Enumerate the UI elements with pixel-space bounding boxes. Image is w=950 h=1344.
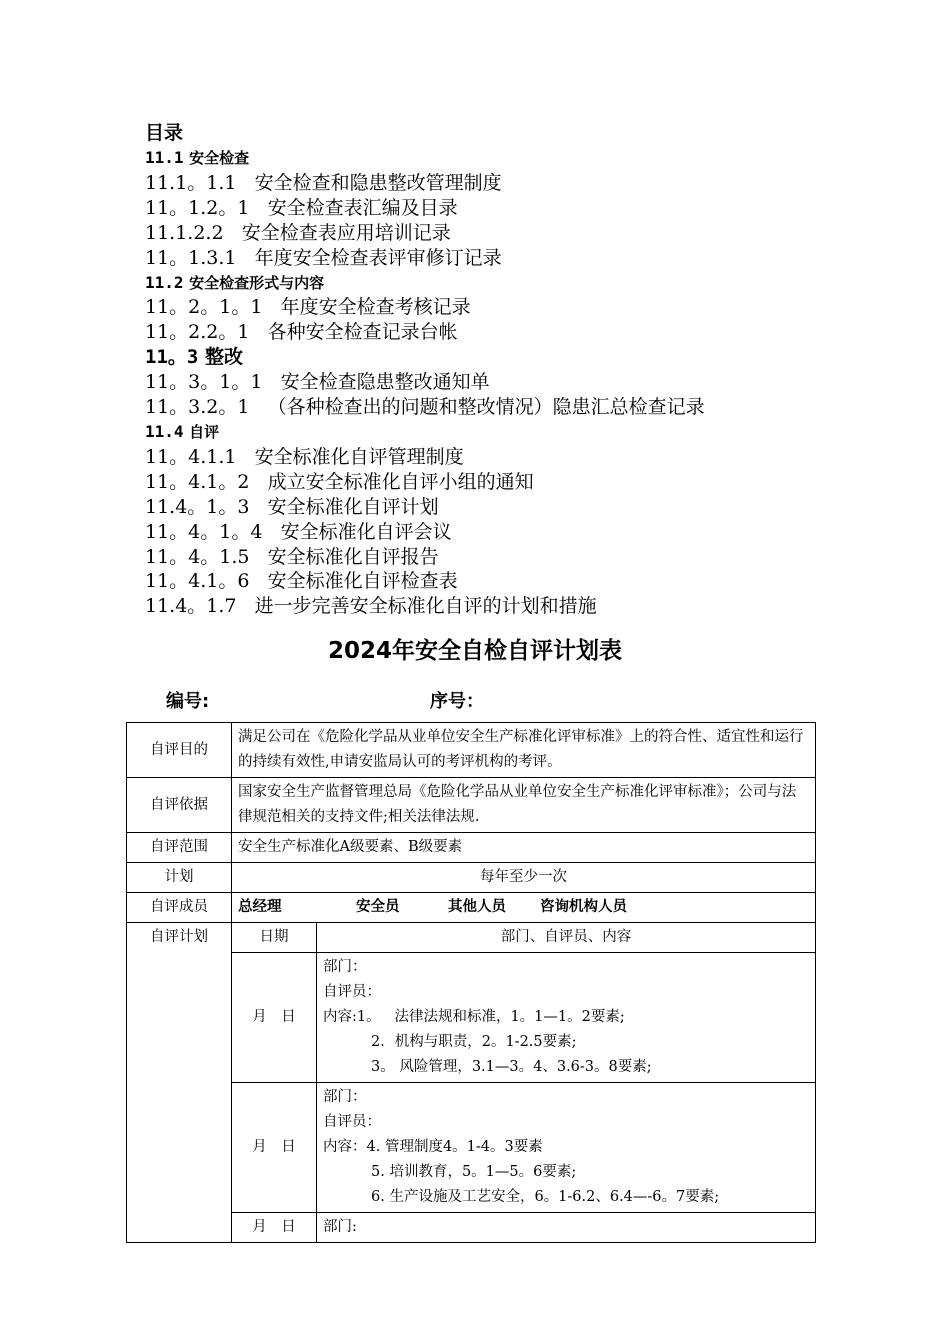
row2-content-label: 内容：4. bbox=[323, 1139, 381, 1155]
row2-dept: 部门： bbox=[323, 1089, 367, 1105]
toc-line bbox=[145, 470, 865, 495]
plan-title: 2024年安全自检自评计划表 bbox=[327, 638, 622, 664]
toc-line-text: 年度安全检查表评审修订记录 bbox=[254, 246, 502, 269]
toc-line-text: 年度安全检查考核记录 bbox=[280, 296, 471, 319]
toc-line-text: 安全标准化自评计划 bbox=[267, 495, 439, 518]
toc-line-number: 11。2。1。1 bbox=[145, 296, 263, 319]
purpose-row bbox=[127, 723, 816, 778]
schedule-value: 每年至少一次 bbox=[232, 863, 816, 893]
row1-detail bbox=[317, 953, 816, 1083]
toc-line-text: 安全标准化自评管理制度 bbox=[254, 445, 464, 468]
toc-line-text: 安全标准化自评报告 bbox=[267, 545, 439, 568]
toc-line bbox=[145, 146, 865, 171]
scope-value: 安全生产标准化A级要素、B级要素 bbox=[232, 833, 816, 863]
toc-line-text: 自评 bbox=[189, 422, 220, 441]
toc-line-number: 11.1.2.2 bbox=[145, 221, 224, 244]
toc-line-number: 11.2 bbox=[145, 272, 184, 292]
toc-line-number: 11。1.3.1 bbox=[145, 246, 237, 269]
toc-line bbox=[145, 445, 865, 470]
schedule-label: 计划 bbox=[127, 863, 232, 893]
row1-content bbox=[323, 1005, 809, 1030]
basis-row bbox=[127, 778, 816, 833]
row2-content bbox=[323, 1135, 809, 1160]
toc-line-number: 11。2.2。1 bbox=[145, 321, 250, 344]
toc-line-text: 进一步完善安全标准化自评的计划和措施 bbox=[254, 595, 597, 618]
toc-line-text: 整改 bbox=[204, 346, 243, 369]
row2-item-3: 6. 生产设施及工艺安全，6。1-6.2、6.4—-6。7要素; bbox=[371, 1189, 720, 1205]
row2-item-1: 管理制度4。1-4。3要素 bbox=[384, 1139, 543, 1155]
serial-label: 编号: bbox=[166, 691, 210, 712]
row1-content-label: 内容:1。 bbox=[323, 1009, 381, 1025]
row1-dept: 部门： bbox=[323, 959, 367, 975]
toc-line-number: 11.1。1.1 bbox=[145, 171, 237, 194]
row2-assessor: 自评员： bbox=[323, 1114, 381, 1130]
toc-line-number: 11.4 bbox=[145, 421, 184, 441]
row1-item-3: 3。 风险管理，3.1—3。4、3.6-3。8要素; bbox=[371, 1059, 652, 1075]
members-row bbox=[127, 893, 816, 923]
toc-line-text: 安全检查隐患整改通知单 bbox=[280, 371, 490, 394]
toc-line-number: 11.4。1.7 bbox=[145, 595, 237, 618]
toc-line-text: 安全标准化自评检查表 bbox=[267, 570, 458, 593]
schedule-row bbox=[127, 863, 816, 893]
toc-line bbox=[145, 271, 865, 296]
row2-detail bbox=[317, 1083, 816, 1213]
plan-table bbox=[126, 722, 816, 1243]
row3-detail bbox=[317, 1213, 816, 1243]
plan-label: 自评计划 bbox=[127, 923, 232, 1243]
row2-item-2: 5. 培训教育，5。1—5。6要素; bbox=[371, 1164, 577, 1180]
toc-line-text: 安全标准化自评会议 bbox=[280, 520, 452, 543]
toc-title: 目录 bbox=[145, 122, 184, 144]
basis-value: 国家安全生产监督管理总局《危险化学品从业单位安全生产标准化评审标准》；公司与法律规范相关的支持文件;相关法律法规. bbox=[232, 778, 816, 833]
toc-line bbox=[145, 295, 865, 320]
row3-date: 月 日 bbox=[232, 1213, 317, 1243]
toc-line-number: 11.1 bbox=[145, 148, 184, 167]
toc-line-number: 11。4。1。4 bbox=[145, 520, 263, 543]
toc-line-number: 11。4.1。2 bbox=[145, 470, 250, 493]
toc-line-text: 安全检查和隐患整改管理制度 bbox=[254, 171, 502, 194]
plan-header-row bbox=[127, 923, 816, 953]
toc-line-text: 安全检查 bbox=[189, 149, 250, 167]
toc-line-text: 安全检查表应用培训记录 bbox=[241, 221, 451, 244]
toc-line-number: 11。4。1.5 bbox=[145, 545, 250, 568]
member-gm: 总经理 bbox=[238, 899, 282, 915]
row3-dept: 部门: bbox=[323, 1219, 357, 1235]
toc-line bbox=[145, 370, 865, 395]
toc-line-number: 11。4.1.1 bbox=[145, 445, 237, 468]
member-safety: 安全员 bbox=[356, 899, 400, 915]
order-label: 序号： bbox=[430, 691, 484, 712]
purpose-value: 满足公司在《危险化学品从业单位安全生产标准化评审标准》上的符合性、适宜性和运行的持续有效性,申请安监局认可的考评机构的考评。 bbox=[232, 723, 816, 778]
toc-line bbox=[145, 520, 865, 545]
scope-label: 自评范围 bbox=[127, 833, 232, 863]
date-header: 日期 bbox=[232, 923, 317, 953]
basis-label: 自评依据 bbox=[127, 778, 232, 833]
toc-line bbox=[145, 196, 865, 221]
toc-line-text: 成立安全标准化自评小组的通知 bbox=[267, 470, 534, 493]
toc-line-number: 11。4.1。6 bbox=[145, 570, 250, 593]
toc-lines bbox=[145, 146, 865, 619]
toc-line bbox=[145, 320, 865, 345]
member-consultant: 咨询机构人员 bbox=[540, 899, 627, 915]
toc-line bbox=[145, 246, 865, 271]
toc-line-number: 11.4。1。3 bbox=[145, 495, 250, 518]
toc-line bbox=[145, 395, 865, 420]
purpose-label: 自评目的 bbox=[127, 723, 232, 778]
toc-line-text: （各种检查出的问题和整改情况）隐患汇总检查记录 bbox=[267, 396, 705, 419]
toc-line-number: 11。3。1。1 bbox=[145, 371, 263, 394]
toc-line bbox=[145, 495, 865, 520]
member-other: 其他人员 bbox=[448, 899, 506, 915]
table-of-contents bbox=[145, 120, 865, 619]
detail-header: 部门、自评员、内容 bbox=[317, 923, 816, 953]
scope-row bbox=[127, 833, 816, 863]
toc-line bbox=[145, 345, 865, 370]
members-values bbox=[232, 893, 816, 923]
toc-line bbox=[145, 594, 865, 619]
row1-item-1: 法律法规和标准，1。1—1。2要素; bbox=[394, 1009, 625, 1025]
toc-line-text: 安全检查表汇编及目录 bbox=[267, 196, 458, 219]
toc-line-number: 11。3 bbox=[145, 346, 199, 369]
toc-line-number: 11。1.2。1 bbox=[145, 196, 250, 219]
row1-date: 月 日 bbox=[232, 953, 317, 1083]
toc-line bbox=[145, 569, 865, 594]
toc-line-text: 安全检查形式与内容 bbox=[189, 273, 325, 292]
toc-line bbox=[145, 420, 865, 445]
toc-line-text: 各种安全检查记录台帐 bbox=[267, 321, 458, 344]
toc-line-number: 11。3.2。1 bbox=[145, 396, 250, 419]
row1-item-2: 2．机构与职责，2。1-2.5要素; bbox=[371, 1034, 577, 1050]
members-label: 自评成员 bbox=[127, 893, 232, 923]
toc-line bbox=[145, 221, 865, 246]
toc-line bbox=[145, 545, 865, 570]
toc-line bbox=[145, 171, 865, 196]
row2-date: 月 日 bbox=[232, 1083, 317, 1213]
row1-assessor: 自评员： bbox=[323, 984, 381, 1000]
